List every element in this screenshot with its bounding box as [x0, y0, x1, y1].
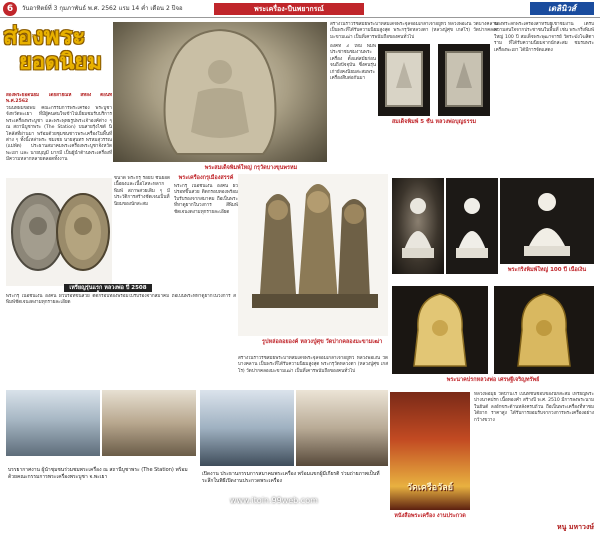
caption-sanctuary: พระเครื่องกรุเมืองสรรค์	[172, 174, 240, 182]
page-number: 6	[3, 2, 17, 16]
section-label: พระเครื่อง-ปืนพยากรณ์	[214, 3, 364, 15]
watermark: www.itoin.99web.com	[230, 496, 318, 505]
gold-amulet-photo-1	[392, 286, 488, 374]
caption-coin: เหรียญรุ่นแรก หลวงพ่อ ปี 2508	[64, 284, 152, 292]
caption-statue: รูปหล่อลอยองค์ หลวงปู่ศุข วัดปากคลองมะขามเฒ่า	[260, 338, 388, 354]
body-right-top: สร้างในราวรัชสมัยพระบาทสมเด็จพระจุลจอมเกล้าเจ้าอยู่หัว หลวงพ่อเงิน วัดบางคลาน เป็นพระที่ได้รับความนิยมสูงสุด พระกรุวัดหลวงตา (หลวงปู่ศุข เกสโร) วัดปากคลองมะขามเฒ่า เป็นที่เคารพนับถือของคนทั่วไป	[330, 22, 498, 40]
column-title-line1: ส่องพระ	[3, 22, 86, 50]
square-amulet-photo-1	[378, 44, 430, 116]
caption-event-right: เปิดงาน ประธานกรรมการสมาคมพระเครื่อง พร้อมแขกผู้มีเกียรติ ร่วมถ่ายภาพเป็นที่ระลึกในพิธีเปิดงานประกวดพระเครื่อง	[202, 471, 380, 484]
column-title	[3, 22, 111, 90]
gold-amulet-photo-2	[494, 286, 594, 374]
statue-photo	[238, 174, 388, 336]
header-bar	[0, 0, 600, 18]
event-photo-2	[102, 390, 196, 456]
event-photo-3	[200, 390, 294, 466]
buddha-photo-2	[446, 178, 498, 274]
coin-amulet-photo	[6, 178, 112, 286]
buddha-photo-1	[392, 178, 444, 274]
author-name: หนู มหาวงษ์	[557, 523, 594, 531]
date-line: วันอาทิตย์ที่ 3 กุมภาพันธ์ พ.ศ. 2562 แรม 14 ค่ำ เดือน 2 ปีจอ	[22, 5, 183, 12]
body-mid: ขนาด พระกรุ ร้อยปี ชั้นยอด เนื้อผงและเนื้อโลหะหลากพิมพ์ สภาพสวยเดิม ๆ มีประวัติการสร้างชัดเจนเป็นที่นิยมของนักสะสม	[114, 176, 170, 207]
body-middle-block-2: สร้างในราวรัชสมัยพระบาทสมเด็จพระจุลจอมเกล้าเจ้าอยู่หัว หลวงพ่อเงิน วัดบางคลาน เป็นพระที่ได้รับความนิยมสูงสุด พระกรุวัดหลวงตา (หลวงปู่ศุข เกสโร) วัดปากคลองมะขามเฒ่า เป็นที่เคารพนับถือของคนทั่วไป	[238, 356, 388, 374]
caption-square-amulets: สมเด็จพิมพ์ 5 ชั้น หลวงพ่อบุญธรรม	[378, 118, 490, 126]
caption-kring: พระกริ่งพิมพ์ใหญ่ 100 ปี เนื้อเงิน	[500, 266, 594, 282]
caption-book: หนังสือพระเครื่อง งานประกวด	[390, 512, 470, 528]
brand-logo: เดลินิวส์	[530, 2, 594, 15]
body-middle-block: พระกรุ เนื้อชินเงิน องค์นี้ ผิวปรอทขึ้นสวย ติดกรอบทองพร้อมใบรับรองจากสมาคม ถือเป็นพระที่หาดูยากในวงการ สีพิมพ์ชัดเจนงดงามทุกรายละเอียด	[6, 294, 236, 306]
event-photo-4	[296, 390, 388, 466]
caption-main-amulet: พระสมเด็จพิมพ์ใหญ่ กรุวัดบางขุนพรหม	[175, 164, 327, 172]
book-cover-title: วัดเครือวัลย์	[406, 483, 454, 493]
buddha-photo-3	[500, 178, 594, 264]
body-bottom-right: หลวงพ่อมุ่ย วัดบ้านไร่ เป็นที่ชื่นชอบของนักสะสม เหรียญพระปางนาคปรก เนื้อทองคำ สร้างปี พ.ศ. 2510 มีการลงพระนามในยันต์ ลงอักขระด้านหลังครบถ้วน ถือเป็นพระเครื่องที่หาชมได้ยาก ราคาสูง ได้รับการยอมรับจากวงการพระเครื่องอย่างกว้างขวาง	[474, 392, 594, 423]
amulet-shape-icon	[113, 22, 327, 162]
event-photo-1	[6, 390, 100, 456]
book-cover-photo	[390, 392, 470, 510]
body-mid-small: องค์ที่ 3 ใหม่ พิมพ์ ประชาชนชมงานพระเครื่อง ตั้งแต่สมัยก่อนจนถึงปัจจุบัน ซึ่งคนรุ่นเก่ายังคงนิยมสะสมพระเครื่องสืบต่อกันมา	[330, 44, 376, 82]
caption-gold-amulet: พระนาคปรกหลวงพ่อ เศรษฐีเจริญทรัพย์	[392, 376, 594, 384]
body-left: วันนี้ที่ผมขอพบ คณะกรรมการพระเครื่อง พระบูชาจังหวัดพะเยา ที่มีผู้คนสนใจเข้าไปเยี่ยมชมรับบริการพระเครื่องพระบูชา และพระพุทธรูปพระเจ้าองค์ต่าง ๆ ณ สถานีบูชาพระ (The Station) บนสายรุ้งไซต์ นิโคลัสที่ผ่านมา พร้อมด้วยชุมชนชาวพระเครื่องในพื้นที่ต่าง ๆ ทั้งนี้เหล่าพระ ชมเชย นายสุนทร พรหมสุวรรณ (แม่พัด) ประธานสมาคมพระเครื่องพระบูชาจังหวัดพะเยา และ นายบุญมี มากมี เป็นผู้นำด้านพระเครื่องที่มีความหลากหลายตลอดทั้งงาน	[6, 106, 112, 163]
square-amulet-photo-2	[438, 44, 490, 116]
caption-event-left: บรรยากาศงาน ผู้นำชุมชนร่วมชมพระเครื่อง ณ สถานีบูชาพระ (The Station) พร้อมด้วยคณะกรรมการพระเครื่องพระบูชา จ.พะเยา	[8, 467, 188, 480]
body-under-photo: พระกรุ เนื้อชินเงิน องค์นี้ ผิวปรอทขึ้นสวย ติดกรอบทองพร้อมใบรับรองจากสมาคม ถือเป็นพระที่หาดูยากในวงการ สีพิมพ์ชัดเจนงดงามทุกรายละเอียด	[174, 184, 238, 215]
body-right-column: ของที่ระลึกพระเครื่องสำหรับผู้เข้าชมงาน ได้รับความสนใจจากประชาชนในพื้นที่ เช่น พระกริ่งพิมพ์ใหญ่ 100 ปี สมเด็จพระพุฒาจารย์ วัดระฆังโฆสิตาราม ที่ได้รับความนิยมจากนักสะสม ชมรมพระเครื่องพะเยา ได้มีการจัดแสดง	[494, 22, 594, 53]
byline: ส่องพระยอดนิยม โดยสายัณห์ สีห์ลั้ง ตอนที่ พ.ศ.2562	[6, 93, 112, 105]
amulet-photo-main	[113, 22, 327, 162]
column-title-line2: ยอดนิยม	[19, 50, 102, 75]
